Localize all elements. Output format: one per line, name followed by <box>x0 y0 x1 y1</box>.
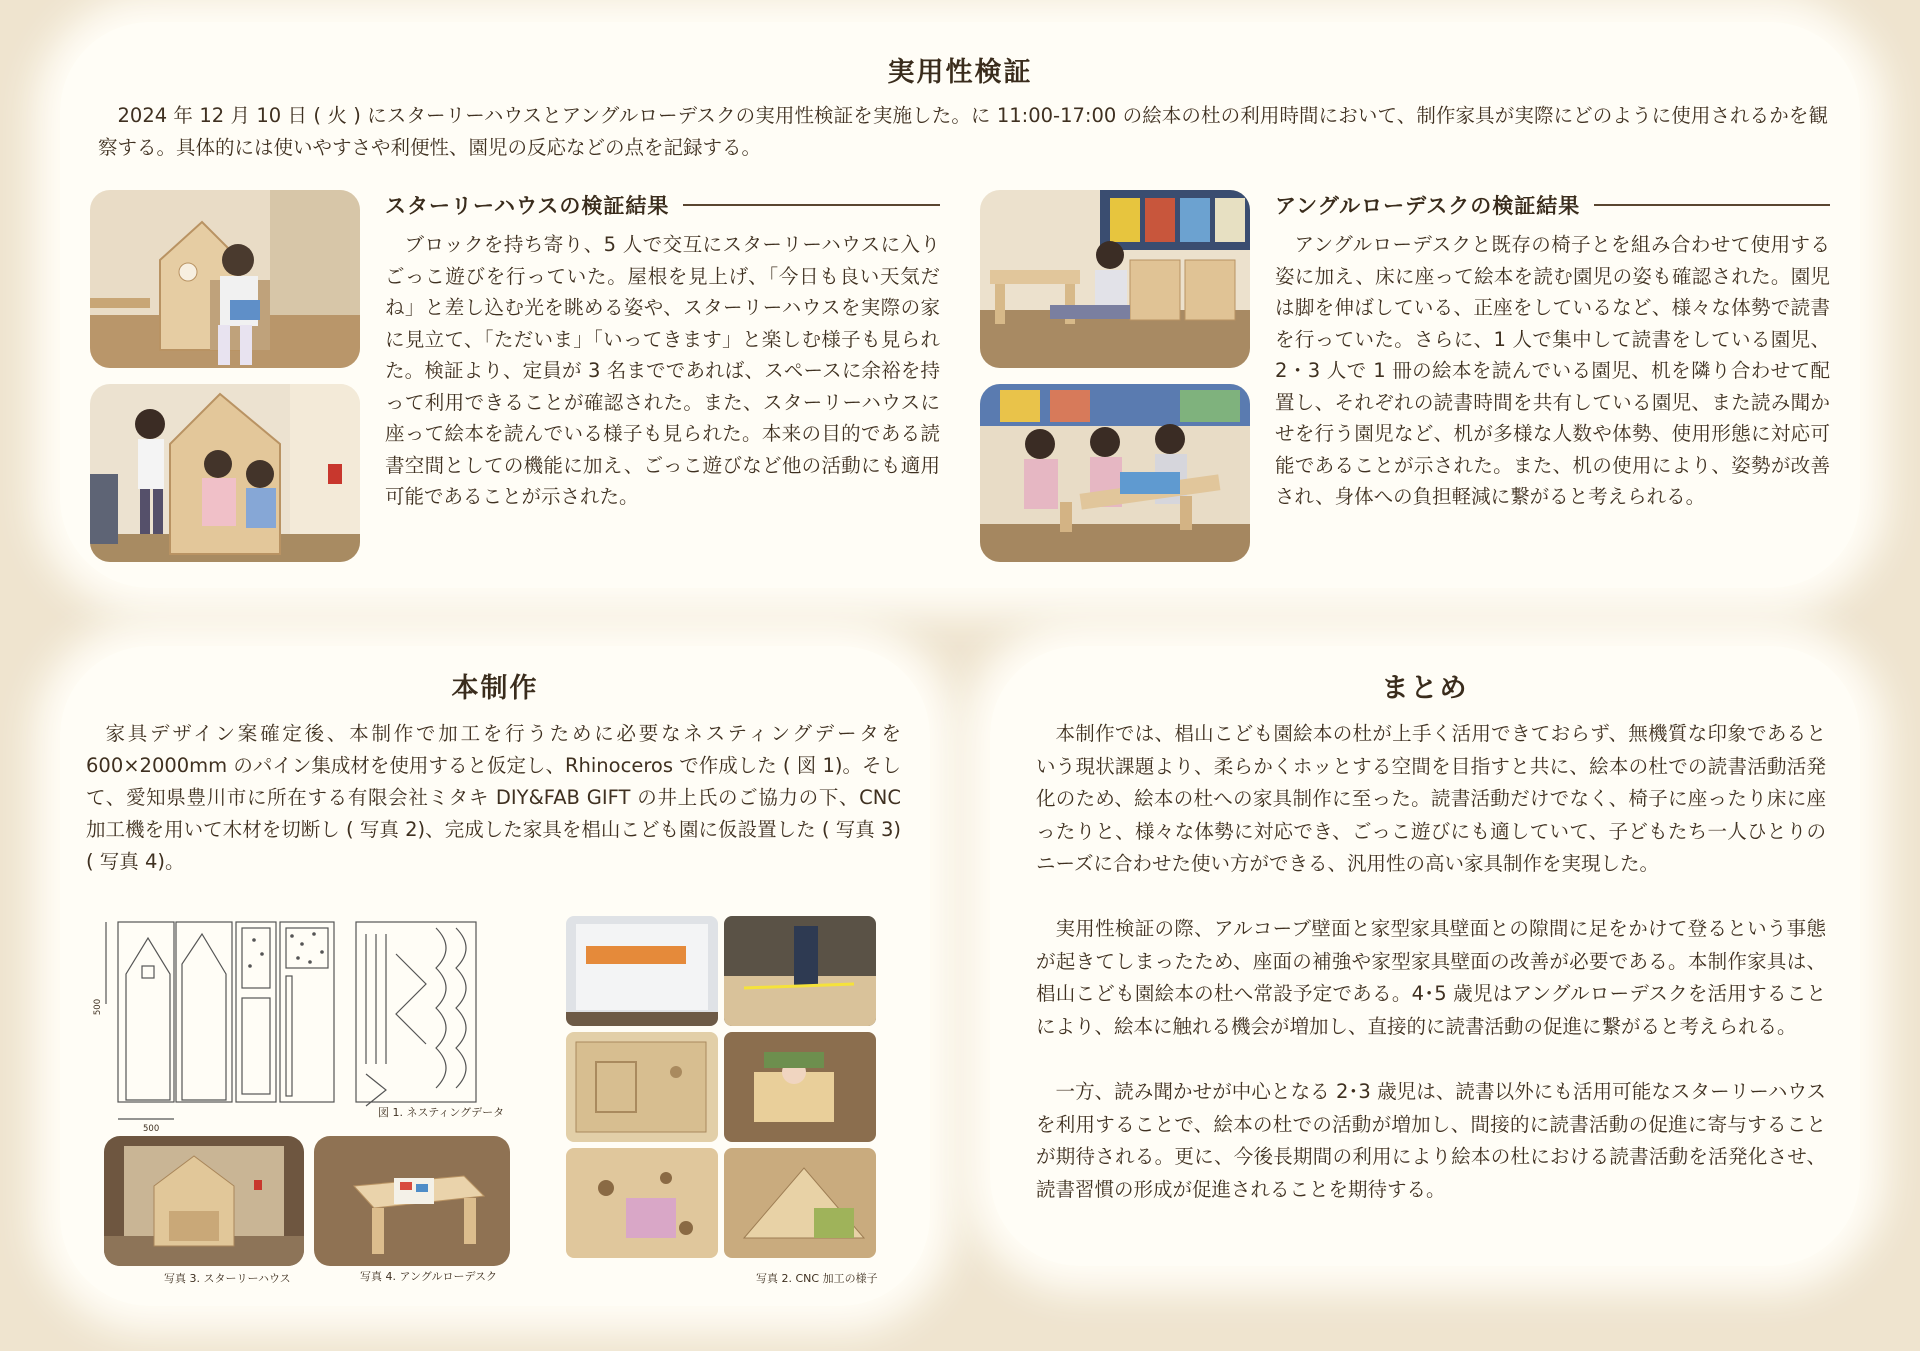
cnc-photo-3 <box>566 1032 718 1142</box>
photo3-caption: 写真 3. スターリーハウス <box>164 1272 291 1285</box>
photo4-caption: 写真 4. アングルローデスク <box>360 1270 498 1283</box>
cnc-photo-4 <box>724 1032 876 1142</box>
production-text: 家具デザイン案確定後、本制作で加工を行うために必要なネスティングデータを 600×2000mm のパイン集成材を使用すると仮定し、Rhinoceros で作成した ( 図 1)。そして、愛知県豊川市に所在する有限会社ミタキ DIY&FAB GIFT の井上氏のご協力の下、CNC 加工機を用いて木材を切断し ( 写真 2)、完成した家具を椙山こども園に仮設置した ( 写真 3)( 写真 4)。 <box>86 722 901 873</box>
cnc-photo-1 <box>566 916 718 1026</box>
nesting-data-figure <box>96 914 576 1134</box>
angle-result-heading <box>1275 190 1830 220</box>
photo2-caption: 写真 2. CNC 加工の様子 <box>756 1272 878 1285</box>
angle-desk-photo-1 <box>980 190 1250 368</box>
summary-title: まとめ <box>1381 673 1469 704</box>
production-panel <box>60 646 930 1306</box>
summary-panel <box>990 646 1860 1266</box>
starry-house-photo-2 <box>90 384 360 562</box>
cnc-photo-5 <box>566 1148 718 1258</box>
fig1-caption: 図 1. ネスティングデータ <box>378 1106 505 1119</box>
verification-title: 実用性検証 <box>887 57 1033 88</box>
verification-intro: 2024 年 12 月 10 日 ( 火 ) にスターリーハウスとアングルローデスクの実用性検証を実施した。に 11:00-17:00 の絵本の杜の利用時間において、制作家具が実際にどのように使用されるかを観察する。具体的には使いやすさや利便性、園児の反応などの点を記録する。 <box>98 104 1828 159</box>
angle-result-heading-text: アングルローデスクの検証結果 <box>1275 194 1581 218</box>
photo4-angle-low-desk <box>314 1136 510 1266</box>
summary-paragraph-3: 一方、読み聞かせが中心となる 2･3 歳児は、読書以外にも活用可能なスターリーハウスを利用することで、絵本の杜での活動が増加し、間接的に読書活動の促進に寄与することが期待される。更に、今後長期間の利用により絵本の杜における読書活動を活発化させ、読書習慣の形成が促進されることを期待する。 <box>1036 1080 1826 1201</box>
dimension-vertical-label: 500 <box>93 998 104 1016</box>
starry-result-heading-text: スターリーハウスの検証結果 <box>385 194 670 218</box>
cnc-photo-6 <box>724 1148 876 1258</box>
verification-panel <box>60 22 1860 588</box>
heading-rule <box>1594 204 1830 206</box>
summary-paragraph-2: 実用性検証の際、アルコーブ壁面と家型家具壁面との隙間に足をかけて登るという事態が起きてしまったため、座面の補強や家型家具壁面の改善が必要である。本制作家具は、椙山こども園絵本の杜へ常設予定である。4･5 歳児はアングルローデスクを活用することにより、絵本に触れる機会が増加し、直接的に読書活動の促進に繋がると考えられる。 <box>1036 917 1826 1038</box>
angle-result-text: アングルローデスクと既存の椅子とを組み合わせて使用する姿に加え、床に座って絵本を読む園児の姿も確認された。園児は脚を伸ばしている、正座をしているなど、様々な体勢で読書を行っていた。さらに、1 人で集中して読書をしている園児、2・3 人で 1 冊の絵本を読んでいる園児、机を隣り合わせて配置し、それぞれの読書時間を共有している園児、また読み聞かせを行う園児など、机が多様な人数や体勢、使用形態に対応可能であることが示された。また、机の使用により、姿勢が改善され、身体への負担軽減に繋がると考えられる。 <box>1275 233 1830 508</box>
starry-result-heading <box>385 190 940 220</box>
production-title: 本制作 <box>451 673 539 704</box>
dimension-horizontal-label: 500 <box>143 1124 160 1134</box>
summary-paragraph-1: 本制作では、椙山こども園絵本の杜が上手く活用できておらず、無機質な印象であるという現状課題より、柔らかくホッとする空間を目指すと共に、絵本の杜での読書活動活発化のため、絵本の杜への家具制作に至った。読書活動だけでなく、椅子に座ったり床に座ったりと、様々な体勢に対応でき、ごっこ遊びにも適していて、子どもたち一人ひとりのニーズに合わせた使い方ができる、汎用性の高い家具制作を実現した。 <box>1036 722 1826 875</box>
starry-result-text: ブロックを持ち寄り、5 人で交互にスターリーハウスに入りごっこ遊びを行っていた。屋根を見上げ、「今日も良い天気だね」と差し込む光を眺める姿や、スターリーハウスを実際の家に見立て、「ただいま」「いってきます」と楽しむ様子も見られた。検証より、定員が 3 名までであれば、スペースに余裕を持って利用できることが確認された。また、スターリーハウスに座って絵本を読んでいる様子も見られた。本来の目的である読書空間としての機能に加え、ごっこ遊びなど他の活動にも適用可能であることが示された。 <box>385 233 940 508</box>
angle-desk-photo-2 <box>980 384 1250 562</box>
starry-house-photo-1 <box>90 190 360 368</box>
photo2-cnc-grid <box>566 916 878 1266</box>
cnc-photo-2 <box>724 916 876 1026</box>
heading-rule <box>683 204 940 206</box>
photo3-starry-house <box>104 1136 304 1266</box>
